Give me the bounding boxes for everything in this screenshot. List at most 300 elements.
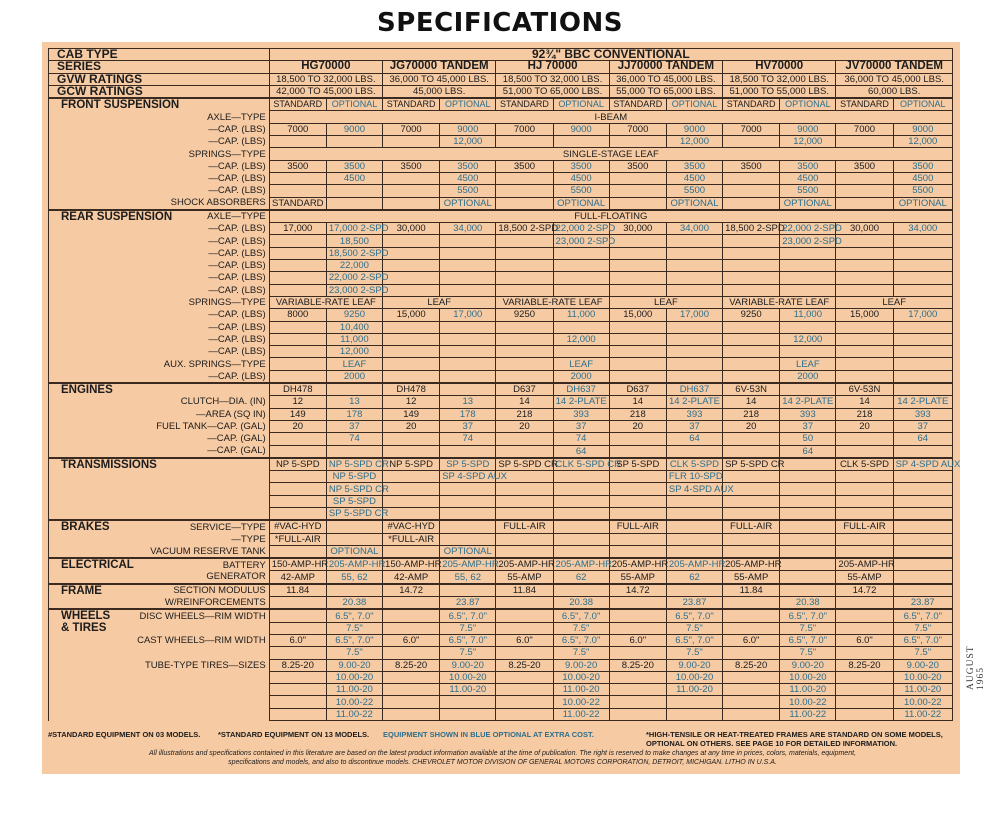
spec-cell <box>383 708 440 720</box>
spec-cell: 11,000 <box>780 309 836 321</box>
spec-cell <box>836 445 893 458</box>
group-value: VARIABLE-RATE LEAF <box>723 296 836 308</box>
spec-cell: 6V-53N <box>836 383 893 396</box>
spec-cell <box>383 235 440 247</box>
disclaimer: All illustrations and specifications contained in this literature are based on the latest product information available at the time of publication. The right is reserved to make changes at any time in prices, colors, materials, equipment, specifications and models, and also to discontinue models. CHEVROLET MOTOR DIVISION OF GENERAL MOTORS CORPORATION, DETROIT, MICHIGAN. LITHO IN U.S.A. <box>149 750 856 766</box>
spec-cell: STANDARD <box>609 98 666 111</box>
spec-cell: 7.5" <box>893 622 952 634</box>
spec-cell: 149 <box>269 408 326 420</box>
gcw-cell: 55,000 TO 65,000 LBS. <box>609 85 722 98</box>
table-row <box>49 495 953 507</box>
row-label <box>49 197 270 210</box>
spec-cell <box>609 272 666 284</box>
spec-cell <box>496 370 553 383</box>
spec-cell: 10,400 <box>326 321 382 333</box>
spec-cell: 11.00-22 <box>893 708 952 720</box>
spec-cell <box>836 609 893 622</box>
spec-cell: 9250 <box>496 309 553 321</box>
spec-cell <box>836 647 893 659</box>
spec-cell <box>609 358 666 370</box>
table-row <box>49 136 953 148</box>
table-row <box>49 584 953 597</box>
table-row <box>49 659 953 671</box>
spec-cell: FULL-AIR <box>836 520 893 533</box>
spec-cell <box>780 507 836 520</box>
spec-cell: 11.00-20 <box>326 684 382 696</box>
spec-cell <box>269 358 326 370</box>
spec-cell: 13 <box>440 396 496 408</box>
spec-cell <box>780 260 836 272</box>
row-label-text: VACUUM RESERVE TANK <box>150 545 266 557</box>
spec-cell: 205-AMP-HR <box>496 558 553 571</box>
row-label-text: —CAP. (LBS) <box>208 284 266 296</box>
spec-cell <box>496 671 553 683</box>
gvw-cell: 36,000 TO 45,000 LBS. <box>836 73 953 85</box>
spec-cell: 20 <box>383 420 440 432</box>
spec-cell <box>723 321 780 333</box>
section-title: REAR SUSPENSION <box>61 210 173 223</box>
spec-cell <box>609 507 666 520</box>
spec-cell: FULL-AIR <box>609 520 666 533</box>
spec-cell: OPTIONAL <box>553 98 609 111</box>
spec-cell: SP 4-SPD AUX <box>440 471 496 483</box>
table-row <box>49 235 953 247</box>
spec-cell <box>496 622 553 634</box>
spec-cell: OPTIONAL <box>440 98 496 111</box>
gcw-cell: 45,000 LBS. <box>383 85 496 98</box>
spec-cell: 11.84 <box>269 584 326 597</box>
spec-cell: 4500 <box>893 172 952 184</box>
row-label-text: SHOCK ABSORBERS <box>170 197 266 209</box>
spec-cell: 6.5", 7.0" <box>666 609 722 622</box>
spec-cell <box>893 571 952 584</box>
section-title: BRAKES <box>61 521 110 534</box>
table-row <box>49 284 953 296</box>
spec-cell: 55-AMP <box>723 571 780 584</box>
spec-cell <box>326 584 382 597</box>
row-label-text: W/REINFORCEMENTS <box>164 596 266 608</box>
spec-cell <box>383 370 440 383</box>
spec-cell <box>836 284 893 296</box>
spec-cell: 3500 <box>383 160 440 172</box>
spec-cell: 7.5" <box>780 647 836 659</box>
spec-cell <box>383 545 440 558</box>
series-label: SERIES <box>49 61 270 73</box>
spec-cell: 15,000 <box>609 309 666 321</box>
spec-cell <box>269 471 326 483</box>
spec-cell: 3500 <box>836 160 893 172</box>
spec-cell <box>269 708 326 720</box>
table-row <box>49 597 953 610</box>
spec-cell <box>440 358 496 370</box>
spec-cell <box>609 671 666 683</box>
spec-cell: SP 5-SPD <box>609 458 666 471</box>
spec-cell <box>723 358 780 370</box>
spec-cell <box>836 247 893 259</box>
spec-cell <box>780 346 836 358</box>
spec-cell: STANDARD <box>383 98 440 111</box>
spec-cell: 14 2-PLATE <box>893 396 952 408</box>
spec-cell <box>440 533 496 545</box>
table-row <box>49 172 953 184</box>
table-row <box>49 123 953 135</box>
spec-cell: 23.87 <box>440 597 496 610</box>
table-row <box>49 272 953 284</box>
row-label-text: BATTERY <box>222 559 266 571</box>
spec-cell: 14.72 <box>383 584 440 597</box>
spec-cell: LEAF <box>780 358 836 370</box>
spec-cell <box>326 136 382 148</box>
footnote-frames: *HIGH-TENSILE OR HEAT-TREATED FRAMES ARE STANDARD ON SOME MODELS, OPTIONAL ON OTHERS. SEE PAGE 10 FOR DETAILED INFORMATION. <box>646 730 943 748</box>
spec-cell: 12,000 <box>666 136 722 148</box>
spec-cell: 8.25-20 <box>723 659 780 671</box>
spec-cell <box>836 235 893 247</box>
spec-cell: 22,000 2-SPD <box>553 223 609 235</box>
spec-cell <box>609 708 666 720</box>
spec-cell: 10.00-20 <box>780 671 836 683</box>
spec-cell: SP 5-SPD <box>440 458 496 471</box>
gcw-cell: 42,000 TO 45,000 LBS. <box>269 85 382 98</box>
spec-cell <box>496 647 553 659</box>
spec-cell <box>723 445 780 458</box>
spec-cell <box>440 483 496 495</box>
spec-cell <box>609 172 666 184</box>
spec-cell: 6V-53N <box>723 383 780 396</box>
spec-cell <box>383 272 440 284</box>
spec-cell: 6.5", 7.0" <box>893 634 952 646</box>
series-row <box>49 61 953 73</box>
table-row <box>49 507 953 520</box>
spec-cell <box>723 647 780 659</box>
spec-cell: 6.5", 7.0" <box>440 634 496 646</box>
spec-cell <box>893 558 952 571</box>
spec-cell <box>609 483 666 495</box>
table-row <box>49 458 953 471</box>
spec-cell: D637 <box>496 383 553 396</box>
spec-cell <box>666 272 722 284</box>
spec-cell <box>496 495 553 507</box>
spec-cell: 9.00-20 <box>440 659 496 671</box>
spec-cell <box>440 520 496 533</box>
spec-cell: 7000 <box>609 123 666 135</box>
spec-cell <box>269 507 326 520</box>
spec-cell <box>666 321 722 333</box>
spec-cell: 74 <box>553 433 609 445</box>
spec-cell: FULL-AIR <box>723 520 780 533</box>
spec-cell: 8.25-20 <box>496 659 553 671</box>
row-label <box>49 659 270 671</box>
spec-cell <box>666 284 722 296</box>
spec-cell <box>836 433 893 445</box>
spec-cell: STANDARD <box>269 197 326 210</box>
spec-cell <box>269 609 326 622</box>
row-label <box>49 597 270 610</box>
spec-cell <box>836 507 893 520</box>
series-cell: JG70000 TANDEM <box>383 61 496 73</box>
spec-cell <box>836 358 893 370</box>
spec-cell: DH637 <box>666 383 722 396</box>
spec-cell: NP 5-SPD CR <box>326 458 382 471</box>
spec-cell: 150-AMP-HR <box>269 558 326 571</box>
gcw-label: GCW RATINGS <box>49 85 270 98</box>
spec-cell <box>780 520 836 533</box>
spec-cell <box>666 520 722 533</box>
row-label-text: CLUTCH—DIA. (IN) <box>180 396 266 408</box>
section-title: & TIRES <box>61 622 107 635</box>
spec-cell: 14 <box>836 396 893 408</box>
spec-cell: DH478 <box>383 383 440 396</box>
spec-cell <box>609 545 666 558</box>
spec-cell: 10.00-22 <box>326 696 382 708</box>
spec-cell: 12,000 <box>440 136 496 148</box>
spec-cell: 7.5" <box>666 647 722 659</box>
spec-cell: LEAF <box>326 358 382 370</box>
spec-cell: 8.25-20 <box>609 659 666 671</box>
spec-cell <box>496 684 553 696</box>
spec-cell <box>893 333 952 345</box>
spec-cell: 10.00-20 <box>326 671 382 683</box>
row-label-text: —CAP. (LBS) <box>208 333 266 345</box>
spec-cell: 7000 <box>269 123 326 135</box>
spec-cell: 3500 <box>269 160 326 172</box>
spec-cell: 11.00-20 <box>440 684 496 696</box>
spec-cell <box>609 370 666 383</box>
spec-cell: 3500 <box>609 160 666 172</box>
spec-cell <box>609 471 666 483</box>
row-label <box>49 223 270 235</box>
spec-cell <box>780 495 836 507</box>
spec-cell: 34,000 <box>666 223 722 235</box>
row-label <box>49 696 270 708</box>
spec-cell: 10.00-22 <box>553 696 609 708</box>
spec-cell: STANDARD <box>723 98 780 111</box>
gcw-cell: 51,000 TO 55,000 LBS. <box>723 85 836 98</box>
spec-cell: 11.00-20 <box>553 684 609 696</box>
spec-cell <box>383 471 440 483</box>
row-label <box>49 445 270 458</box>
spec-cell <box>269 346 326 358</box>
spec-cell: 7000 <box>836 123 893 135</box>
spec-cell: 9000 <box>780 123 836 135</box>
spec-cell <box>383 483 440 495</box>
spec-cell <box>553 533 609 545</box>
spec-cell <box>383 445 440 458</box>
row-label-text: —CAP. (LBS) <box>208 136 266 148</box>
spec-cell: 4500 <box>780 172 836 184</box>
spec-cell: 205-AMP-HR <box>326 558 382 571</box>
spec-cell <box>496 185 553 197</box>
spec-cell: OPTIONAL <box>893 98 952 111</box>
row-label <box>49 284 270 296</box>
row-label <box>49 272 270 284</box>
row-label <box>49 123 270 135</box>
spec-cell <box>780 584 836 597</box>
spec-cell <box>383 247 440 259</box>
spec-cell: DH478 <box>269 383 326 396</box>
spec-cell <box>440 383 496 396</box>
spec-cell: 7.5" <box>440 647 496 659</box>
table-row <box>49 647 953 659</box>
spec-cell <box>269 433 326 445</box>
spec-cell <box>553 284 609 296</box>
spec-cell <box>269 696 326 708</box>
spec-cell <box>723 136 780 148</box>
row-label-text: SECTION MODULUS <box>173 585 266 597</box>
table-row <box>49 420 953 432</box>
row-label-text: TUBE-TYPE TIRES—SIZES <box>144 659 266 671</box>
spec-cell: #VAC-HYD <box>269 520 326 533</box>
spec-cell: FLR 10-SPD <box>666 471 722 483</box>
spec-cell <box>893 545 952 558</box>
row-label-text: AUX. SPRINGS—TYPE <box>163 358 266 370</box>
spec-cell: 3500 <box>496 160 553 172</box>
spec-cell: 6.5", 7.0" <box>893 609 952 622</box>
spec-cell: CLK 5-SPD <box>836 458 893 471</box>
spec-cell: 12 <box>383 396 440 408</box>
spec-cell <box>666 533 722 545</box>
spec-cell <box>666 247 722 259</box>
spec-cell <box>666 370 722 383</box>
spec-cell <box>780 558 836 571</box>
table-row <box>49 98 953 111</box>
spec-cell: 64 <box>666 433 722 445</box>
spec-cell: 17,000 <box>893 309 952 321</box>
cab-type-row <box>49 49 953 61</box>
spec-cell <box>836 483 893 495</box>
spec-cell <box>269 247 326 259</box>
row-label <box>49 210 270 223</box>
gcw-cell: 51,000 TO 65,000 LBS. <box>496 85 609 98</box>
spec-cell <box>836 272 893 284</box>
table-row <box>49 247 953 259</box>
table-row <box>49 558 953 571</box>
spec-cell <box>893 284 952 296</box>
spec-cell: 23.87 <box>893 597 952 610</box>
spec-cell <box>383 684 440 696</box>
spec-cell <box>496 445 553 458</box>
spec-cell: 4500 <box>666 172 722 184</box>
spec-cell <box>893 247 952 259</box>
spec-cell: 30,000 <box>383 223 440 235</box>
spec-cell: 2000 <box>326 370 382 383</box>
spec-cell <box>780 284 836 296</box>
spec-cell <box>269 235 326 247</box>
spec-cell: 9.00-20 <box>326 659 382 671</box>
spec-cell: 37 <box>440 420 496 432</box>
spec-cell: 10.00-22 <box>780 696 836 708</box>
spec-cell <box>553 483 609 495</box>
table-row <box>49 197 953 210</box>
spec-cell: 2000 <box>780 370 836 383</box>
spec-cell: 23,000 2-SPD <box>780 235 836 247</box>
spec-cell: 37 <box>326 420 382 432</box>
spec-cell: CLK 5-SPD CR <box>553 458 609 471</box>
spec-cell <box>609 647 666 659</box>
spec-cell <box>836 622 893 634</box>
row-label <box>49 545 270 558</box>
spec-cell: 11.00-22 <box>553 708 609 720</box>
spec-cell: 18,500 2-SPD <box>496 223 553 235</box>
spec-cell <box>666 358 722 370</box>
spec-cell: 12,000 <box>780 333 836 345</box>
row-label-text: SERVICE—TYPE <box>189 521 266 533</box>
spec-cell <box>893 358 952 370</box>
spec-cell <box>383 172 440 184</box>
row-label-text: —CAP. (LBS) <box>208 370 266 382</box>
spec-cell: 62 <box>553 571 609 584</box>
table-row <box>49 696 953 708</box>
spec-cell <box>836 597 893 610</box>
spec-cell: 2000 <box>553 370 609 383</box>
section-title: ELECTRICAL <box>61 559 134 572</box>
gvw-label: GVW RATINGS <box>49 73 270 85</box>
spec-cell: LEAF <box>553 358 609 370</box>
spec-cell <box>836 260 893 272</box>
section-title: FRAME <box>61 584 102 597</box>
spec-cell: 12,000 <box>326 346 382 358</box>
series-cell: HJ 70000 <box>496 61 609 73</box>
spec-cell <box>780 272 836 284</box>
spec-cell <box>496 545 553 558</box>
spec-cell: 9000 <box>893 123 952 135</box>
spec-cell: 10.00-20 <box>553 671 609 683</box>
table-row <box>49 571 953 584</box>
row-label-text: —CAP. (LBS) <box>208 309 266 321</box>
spec-cell: 3500 <box>723 160 780 172</box>
spec-cell: CLK 5-SPD <box>666 458 722 471</box>
spec-cell <box>723 545 780 558</box>
spec-cell <box>326 520 382 533</box>
spec-cell: 11.00-22 <box>326 708 382 720</box>
spec-cell <box>553 346 609 358</box>
gvw-cell: 36,000 TO 45,000 LBS. <box>383 73 496 85</box>
spec-cell: *FULL-AIR <box>383 533 440 545</box>
series-cell: HV70000 <box>723 61 836 73</box>
spec-cell <box>383 696 440 708</box>
table-row <box>49 634 953 646</box>
spec-cell: 64 <box>780 445 836 458</box>
spec-cell: 64 <box>553 445 609 458</box>
spec-cell <box>553 545 609 558</box>
spec-cell: 6.5", 7.0" <box>553 634 609 646</box>
spec-cell: 393 <box>780 408 836 420</box>
row-label-text: —CAP. (LBS) <box>208 123 266 135</box>
spec-cell: 20.38 <box>553 597 609 610</box>
table-row <box>49 483 953 495</box>
spec-cell: *FULL-AIR <box>269 533 326 545</box>
spec-cell <box>666 584 722 597</box>
spec-cell <box>326 383 382 396</box>
spanning-value: SINGLE-STAGE LEAF <box>269 148 952 160</box>
spec-cell <box>836 197 893 210</box>
spec-cell <box>496 136 553 148</box>
spec-cell: 3500 <box>666 160 722 172</box>
spec-cell <box>553 321 609 333</box>
spec-cell <box>609 197 666 210</box>
spec-cell: OPTIONAL <box>780 197 836 210</box>
spec-cell: 7.5" <box>326 647 382 659</box>
spec-cell <box>723 507 780 520</box>
row-label-text: —CAP. (LBS) <box>208 260 266 272</box>
spec-cell <box>326 445 382 458</box>
specifications-table <box>48 47 961 721</box>
spec-cell: 205-AMP-HR <box>723 558 780 571</box>
spec-cell: OPTIONAL <box>326 545 382 558</box>
spec-cell <box>269 495 326 507</box>
spec-cell <box>723 370 780 383</box>
group-value: LEAF <box>609 296 722 308</box>
spec-cell: 22,000 <box>326 260 382 272</box>
